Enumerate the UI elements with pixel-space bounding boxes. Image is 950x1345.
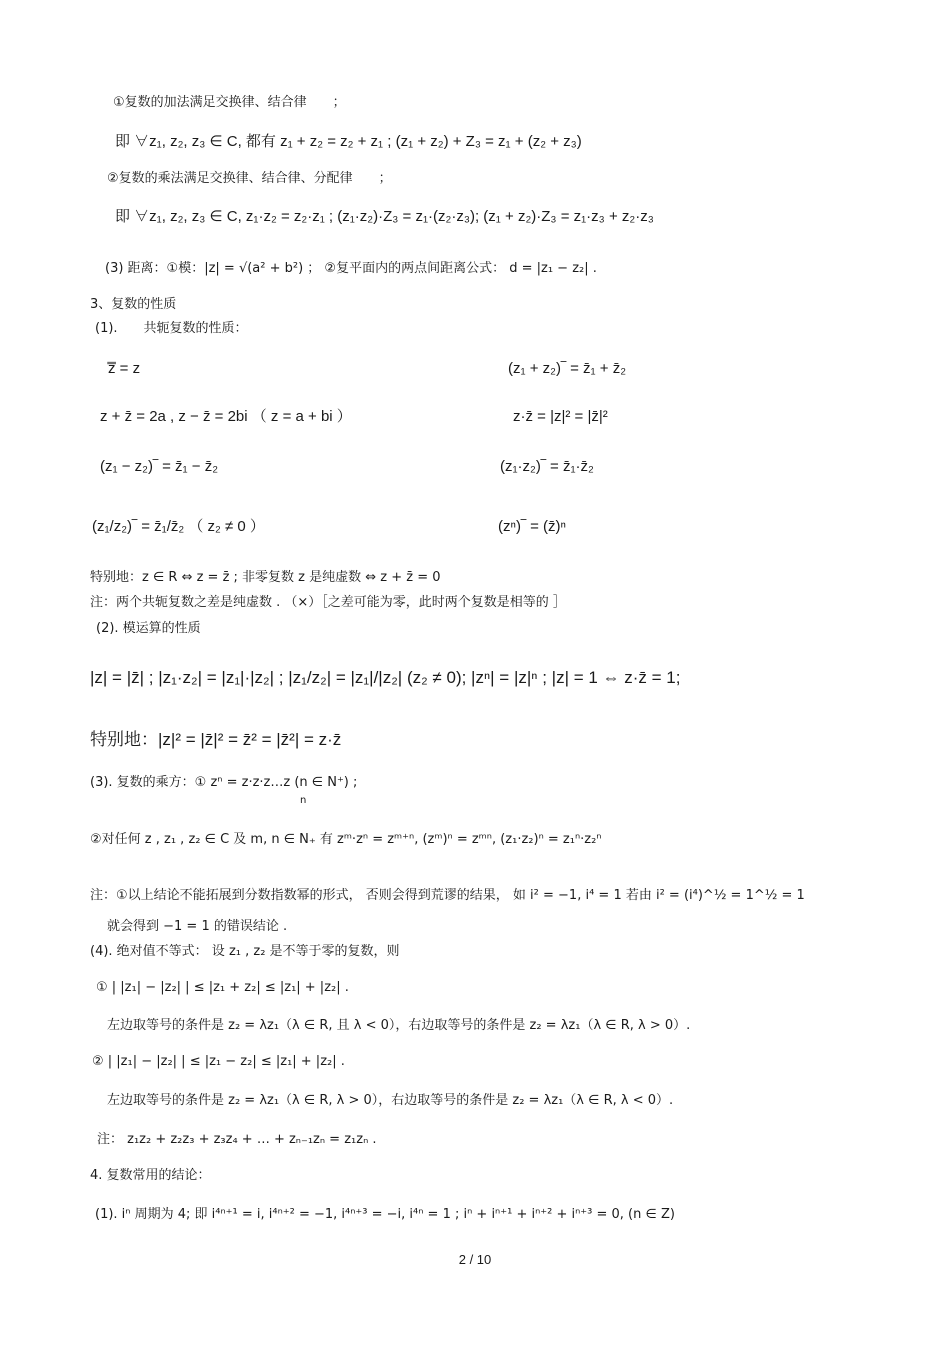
- conjugate-power: (zⁿ)‾ = (z̄)ⁿ: [498, 518, 567, 535]
- multiplication-law-formula: 即 ∀z₁, z₂, z₃ ∈ C, z₁·z₂ = z₂·z₁ ; (z₁·z₂)·Z₃ = z₁·(z₂·z₃); (z₁ + z₂)·Z₃ = z₁·z₃ + z₂·z₃: [115, 208, 654, 225]
- page-number: 2 / 10: [458, 1252, 492, 1267]
- note-wrong-conclusion: 就会得到 −1 = 1 的错误结论 .: [107, 919, 288, 934]
- power-n-count: n: [300, 795, 307, 806]
- conjugate-sum-diff-real-imag: z + z̄ = 2a , z − z̄ = 2bi （ z = a + bi ）: [100, 408, 352, 425]
- note-conjugate-difference: 注：两个共轭复数之差是纯虚数 . （×）［之差可能为零，此时两个复数是相等的 ］: [90, 595, 566, 610]
- inequality-2: ② | |z₁| − |z₂| | ≤ |z₁ − z₂| ≤ |z₁| + |z₂| .: [92, 1054, 345, 1069]
- inequality-1-conditions: 左边取等号的条件是 z₂ = λz₁（λ ∈ R, 且 λ < 0），右边取等号的条件是 z₂ = λz₁（λ ∈ R, λ > 0）.: [107, 1018, 691, 1033]
- conjugate-sum: (z₁ + z₂)‾ = z̄₁ + z̄₂: [508, 360, 627, 377]
- inequality-1: ① | |z₁| − |z₂| | ≤ |z₁ + z₂| ≤ |z₁| + |z₂| .: [96, 980, 349, 995]
- power-rules: ②对任何 z , z₁ , z₂ ∈ C 及 m, n ∈ N₊ 有 zᵐ·zⁿ = zᵐ⁺ⁿ, (zᵐ)ⁿ = zᵐⁿ, (z₁·z₂)ⁿ = z₁ⁿ·z₂ⁿ: [90, 832, 602, 847]
- note-fractional-power: 注：①以上结论不能拓展到分数指数幂的形式， 否则会得到荒谬的结果， 如 i² = −1, i⁴ = 1 若由 i² = (i⁴)^½ = 1^½ = 1: [90, 888, 805, 903]
- i-period-formula: (1). iⁿ 周期为 4; 即 i⁴ⁿ⁺¹ = i, i⁴ⁿ⁺² = −1, i⁴ⁿ⁺³ = −i, i⁴ⁿ = 1 ; iⁿ + iⁿ⁺¹ + iⁿ⁺² + iⁿ⁺³ = 0, (n ∈ Z): [95, 1207, 675, 1222]
- modulus-special-case: 特别地：|z|² = |z̄|² = z̄² = |z̄²| = z·z̄: [90, 730, 342, 749]
- multiplication-law-heading: ②复数的乘法满足交换律、结合律、分配律 ；: [107, 171, 392, 186]
- modulus-properties: |z| = |z̄| ; |z₁·z₂| = |z₁|·|z₂| ; |z₁/z₂| = |z₁|/|z₂| (z₂ ≠ 0); |zⁿ| = |z|ⁿ ; |z| = 1 ⇔ z·z̄ = 1;: [90, 668, 681, 687]
- conjugate-product-modulus: z·z̄ = |z|² = |z̄|²: [513, 408, 608, 425]
- power-definition: (3). 复数的乘方：① zⁿ = z·z·z…z (n ∈ N⁺) ;: [90, 775, 358, 790]
- distance-formula: (3) 距离：①模：|z| = √(a² + b²) ； ②复平面内的两点间距离公式： d = |z₁ − z₂| .: [105, 261, 597, 276]
- section-3-title: 3、复数的性质: [90, 297, 177, 312]
- conjugate-product: (z₁·z₂)‾ = z̄₁·z̄₂: [500, 458, 594, 475]
- conjugate-double: z̿ = z: [108, 360, 141, 377]
- special-case-real-imag: 特别地：z ∈ R ⇔ z = z̄ ; 非零复数 z 是纯虚数 ⇔ z + z̄ = 0: [90, 570, 441, 585]
- conjugate-difference: (z₁ − z₂)‾ = z̄₁ − z̄₂: [100, 458, 219, 475]
- inequality-2-conditions: 左边取等号的条件是 z₂ = λz₁（λ ∈ R, λ > 0），右边取等号的条件是 z₂ = λz₁（λ ∈ R, λ < 0）.: [107, 1093, 674, 1108]
- inequality-title: (4). 绝对值不等式： 设 z₁ , z₂ 是不等于零的复数，则: [90, 944, 400, 959]
- conjugate-quotient: (z₁/z₂)‾ = z̄₁/z̄₂ （ z₂ ≠ 0 ）: [92, 518, 265, 535]
- modulus-properties-title: (2). 模运算的性质: [96, 621, 201, 636]
- vector-chain-note: 注： z₁z₂ + z₂z₃ + z₃z₄ + … + zₙ₋₁zₙ = z₁zₙ .: [97, 1132, 377, 1147]
- addition-law-formula: 即 ∀z₁, z₂, z₃ ∈ C, 都有 z₁ + z₂ = z₂ + z₁ ; (z₁ + z₂) + Z₃ = z₁ + (z₂ + z₃): [115, 133, 582, 150]
- conjugate-properties-title: (1). 共轭复数的性质：: [95, 321, 248, 336]
- addition-law-heading: ①复数的加法满足交换律、结合律 ；: [113, 95, 346, 110]
- section-4-title: 4. 复数常用的结论：: [90, 1168, 211, 1183]
